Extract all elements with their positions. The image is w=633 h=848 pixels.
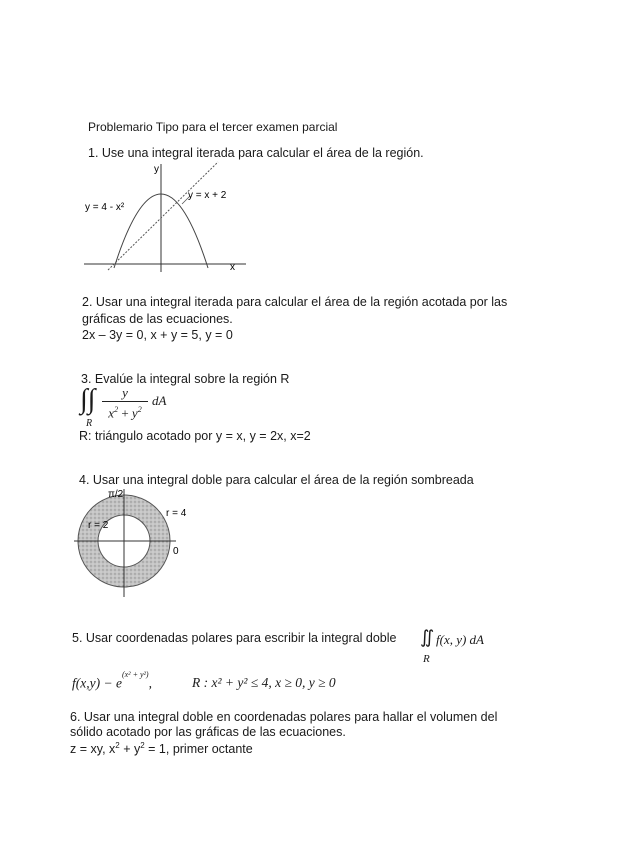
line-label: y = x + 2 [188, 190, 227, 201]
p5-exponent: (x² + y²) [121, 670, 149, 679]
p5-function [72, 670, 152, 692]
line-curve [108, 162, 218, 270]
r-inner-label: r = 2 [88, 520, 109, 531]
x-axis-label: x [230, 262, 235, 273]
pi-half-label: π/2 [108, 489, 124, 500]
p5-region-sub: R [423, 653, 430, 665]
y-axis-label: y [154, 164, 159, 175]
fraction-numerator: y [122, 385, 128, 400]
page-title: Problemario Tipo para el tercer examen parcial [88, 120, 338, 134]
problem-4-text: 4. Usar una integral doble para calcular el área de la región sombreada [79, 473, 474, 487]
integral-region-label: R [86, 418, 93, 429]
den-x-exp: 2 [114, 405, 119, 414]
p5-integrand: f(x, y) dA [436, 632, 485, 647]
problem-2-line1: 2. Usar una integral iterada para calcular el área de la región acotada por las [82, 295, 508, 309]
p5-double-integral-sign: ∬ [420, 627, 435, 647]
problem-3-region: R: triángulo acotado por y = x, y = 2x, x=2 [79, 429, 311, 443]
problem-2-line3: 2x – 3y = 0, x + y = 5, y = 0 [82, 328, 233, 342]
r-outer-label: r = 4 [166, 508, 187, 519]
p6-sup-x: 2 [115, 741, 120, 750]
problem-1-text: 1. Use una integral iterada para calcular el área de la región. [88, 146, 424, 160]
problem-6-line1: 6. Usar una integral doble en coordenadas polares para hallar el volumen del [70, 710, 498, 724]
problem-2-line2: gráficas de las ecuaciones. [82, 312, 233, 326]
fraction-bar [102, 401, 148, 402]
zero-label: 0 [173, 546, 179, 557]
p6-eq-c: = 1, primer octante [144, 742, 253, 757]
annulus-graph [70, 485, 200, 600]
problem-5-text: 5. Usar coordenadas polares para escribir la integral doble [72, 631, 397, 645]
den-x: x [108, 405, 115, 421]
problem-6-line3 [70, 741, 253, 756]
den-plus: + [118, 405, 132, 421]
p6-eq-b: + y [119, 742, 141, 757]
p5-function-comma: , [148, 675, 152, 691]
p6-sup-y: 2 [140, 741, 145, 750]
den-y-exp: 2 [137, 405, 142, 414]
p5-function-lhs: f(x,y) − e [72, 675, 122, 691]
fraction [102, 386, 148, 420]
p6-eq-a: z = xy, x [70, 742, 116, 757]
differential-dA: dA [152, 393, 167, 408]
problem-3-text: 3. Evalúe la integral sobre la región R [81, 372, 290, 386]
double-integral-sign: ∫∫ [80, 384, 96, 415]
p5-region: R : x² + y² ≤ 4, x ≥ 0, y ≥ 0 [192, 675, 336, 690]
parabola-label: y = 4 - x² [85, 202, 125, 213]
fraction-denominator [102, 403, 148, 420]
problem-6-line2: sólido acotado por las gráficas de las ecuaciones. [70, 725, 346, 739]
den-y: y [131, 405, 138, 421]
region-graph [84, 160, 254, 275]
